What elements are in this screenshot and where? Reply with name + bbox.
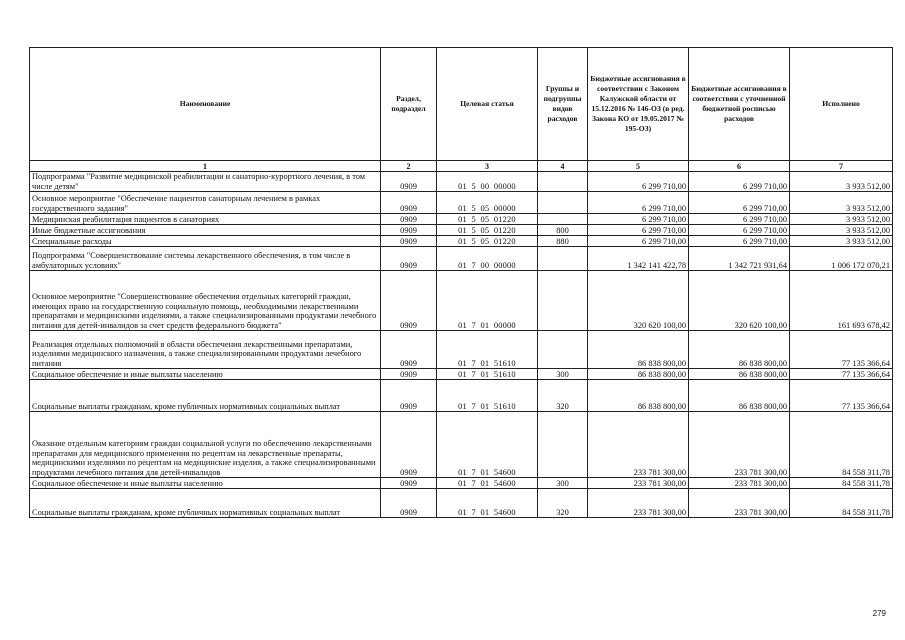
row-updated-amount: 233 781 300,00 [689, 412, 790, 478]
row-name: Социальное обеспечение и иные выплаты населению [30, 369, 381, 380]
row-section: 0909 [381, 412, 437, 478]
col-header-updated: Бюджетные ассигнования в соответствии с уточненной бюджетной росписью расходов [689, 48, 790, 161]
table-row [30, 478, 893, 489]
row-law-amount: 320 620 100,00 [588, 271, 689, 331]
row-law-amount: 86 838 800,00 [588, 369, 689, 380]
column-number: 4 [538, 161, 588, 172]
row-section: 0909 [381, 192, 437, 214]
row-law-amount: 86 838 800,00 [588, 331, 689, 369]
table-row [30, 412, 893, 478]
budget-table [29, 47, 893, 518]
row-group [538, 412, 588, 478]
row-executed-amount: 1 006 172 070,21 [790, 247, 893, 271]
row-section: 0909 [381, 214, 437, 225]
row-group [538, 192, 588, 214]
row-group [538, 214, 588, 225]
row-law-amount: 6 299 710,00 [588, 236, 689, 247]
table-row [30, 236, 893, 247]
row-target: 01 7 01 51610 [437, 380, 538, 412]
row-updated-amount: 6 299 710,00 [689, 236, 790, 247]
row-target: 01 7 01 54600 [437, 412, 538, 478]
table-row [30, 192, 893, 214]
column-number: 1 [30, 161, 381, 172]
column-number-row [30, 161, 893, 172]
row-group [538, 271, 588, 331]
row-updated-amount: 6 299 710,00 [689, 214, 790, 225]
table-row [30, 214, 893, 225]
row-name: Основное мероприятие "Совершенствование обеспечения отдельных категорий граждан, имеющих право на государственную социальную помощь, необходимыми лекарственными препаратами и медицинскими изделиями, а также специализированными продуктами лечебного питания для детей-инвалидов за счет средств федерального бюджета" [30, 271, 381, 331]
row-law-amount: 6 299 710,00 [588, 172, 689, 192]
row-target: 01 7 00 00000 [437, 247, 538, 271]
col-header-law: Бюджетные ассигнования в соответствии с Законом Калужской области от 15.12.2016 № 146-ОЗ (в ред. Закона КО от 19.05.2017 № 195-ОЗ) [588, 48, 689, 161]
row-executed-amount: 77 135 366,64 [790, 380, 893, 412]
row-target: 01 5 05 01220 [437, 214, 538, 225]
row-target: 01 5 05 00000 [437, 192, 538, 214]
row-target: 01 5 00 00000 [437, 172, 538, 192]
row-executed-amount: 3 933 512,00 [790, 192, 893, 214]
row-target: 01 7 01 00000 [437, 271, 538, 331]
row-updated-amount: 86 838 800,00 [689, 380, 790, 412]
row-updated-amount: 6 299 710,00 [689, 172, 790, 192]
row-name: Подпрограмма "Развитие медицинской реабилитации и санаторно-курортного лечения, в том числе детям" [30, 172, 381, 192]
row-section: 0909 [381, 225, 437, 236]
row-name: Подпрограмма "Совершенствование системы лекарственного обеспечения, в том числе в амбулаторных условиях" [30, 247, 381, 271]
row-law-amount: 6 299 710,00 [588, 225, 689, 236]
row-section: 0909 [381, 369, 437, 380]
row-law-amount: 6 299 710,00 [588, 192, 689, 214]
row-law-amount: 233 781 300,00 [588, 412, 689, 478]
row-law-amount: 86 838 800,00 [588, 380, 689, 412]
row-target: 01 7 01 51610 [437, 331, 538, 369]
row-name: Специальные расходы [30, 236, 381, 247]
row-group [538, 247, 588, 271]
row-executed-amount: 84 558 311,78 [790, 478, 893, 489]
row-law-amount: 233 781 300,00 [588, 478, 689, 489]
row-executed-amount: 77 135 366,64 [790, 369, 893, 380]
row-section: 0909 [381, 478, 437, 489]
column-number: 2 [381, 161, 437, 172]
row-name: Реализация отдельных полномочий в области обеспечения лекарственными препаратами, изделиями медицинского назначения, а также специализированными продуктами лечебного питания [30, 331, 381, 369]
row-group: 320 [538, 380, 588, 412]
row-group [538, 172, 588, 192]
table-row [30, 380, 893, 412]
row-target: 01 5 05 01220 [437, 225, 538, 236]
row-updated-amount: 1 342 721 931,64 [689, 247, 790, 271]
col-header-executed: Исполнено [790, 48, 893, 161]
row-target: 01 5 05 01220 [437, 236, 538, 247]
table-row [30, 247, 893, 271]
row-name: Основное мероприятие "Обеспечение пациентов санаторным лечением в рамках государственного задания" [30, 192, 381, 214]
row-group: 300 [538, 478, 588, 489]
row-name: Оказание отдельным категориям граждан социальной услуги по обеспечению лекарственными препаратами для медицинского применения по рецептам на лекарственные препараты, медицинскими изделиями по рецептам на медицинские изделия, а также специализированными продуктами лечебного питания для детей-инвалидов [30, 412, 381, 478]
row-name: Социальные выплаты гражданам, кроме публичных нормативных социальных выплат [30, 380, 381, 412]
header-row [30, 48, 893, 161]
row-section: 0909 [381, 331, 437, 369]
row-section: 0909 [381, 172, 437, 192]
row-executed-amount: 77 135 366,64 [790, 331, 893, 369]
row-law-amount: 1 342 141 422,78 [588, 247, 689, 271]
column-number: 5 [588, 161, 689, 172]
row-updated-amount: 6 299 710,00 [689, 225, 790, 236]
column-number: 3 [437, 161, 538, 172]
row-name: Медицинская реабилитация пациентов в санаториях [30, 214, 381, 225]
col-header-section: Раздел, подраздел [381, 48, 437, 161]
row-updated-amount: 86 838 800,00 [689, 331, 790, 369]
column-number: 6 [689, 161, 790, 172]
row-executed-amount: 3 933 512,00 [790, 236, 893, 247]
row-group [538, 331, 588, 369]
row-section: 0909 [381, 271, 437, 331]
row-target: 01 7 01 54600 [437, 478, 538, 489]
row-name: Социальное обеспечение и иные выплаты населению [30, 478, 381, 489]
row-updated-amount: 320 620 100,00 [689, 271, 790, 331]
row-name: Иные бюджетные ассигнования [30, 225, 381, 236]
row-group: 300 [538, 369, 588, 380]
row-updated-amount: 233 781 300,00 [689, 489, 790, 518]
row-section: 0909 [381, 247, 437, 271]
table-row [30, 489, 893, 518]
row-executed-amount: 161 693 678,42 [790, 271, 893, 331]
row-executed-amount: 84 558 311,78 [790, 412, 893, 478]
row-executed-amount: 3 933 512,00 [790, 225, 893, 236]
table-row [30, 369, 893, 380]
table-row [30, 271, 893, 331]
row-group: 880 [538, 236, 588, 247]
row-law-amount: 233 781 300,00 [588, 489, 689, 518]
row-section: 0909 [381, 236, 437, 247]
table-row [30, 172, 893, 192]
table-row [30, 225, 893, 236]
row-group: 800 [538, 225, 588, 236]
row-group: 320 [538, 489, 588, 518]
page-number: 279 [872, 609, 886, 618]
table-row [30, 331, 893, 369]
row-updated-amount: 233 781 300,00 [689, 478, 790, 489]
column-number: 7 [790, 161, 893, 172]
row-executed-amount: 84 558 311,78 [790, 489, 893, 518]
row-target: 01 7 01 54600 [437, 489, 538, 518]
row-target: 01 7 01 51610 [437, 369, 538, 380]
row-name: Социальные выплаты гражданам, кроме публичных нормативных социальных выплат [30, 489, 381, 518]
row-updated-amount: 86 838 800,00 [689, 369, 790, 380]
col-header-target: Целевая статья [437, 48, 538, 161]
row-section: 0909 [381, 380, 437, 412]
col-header-group: Группы и подгруппы видов расходов [538, 48, 588, 161]
row-executed-amount: 3 933 512,00 [790, 172, 893, 192]
row-law-amount: 6 299 710,00 [588, 214, 689, 225]
row-executed-amount: 3 933 512,00 [790, 214, 893, 225]
col-header-name: Наименование [30, 48, 381, 161]
row-section: 0909 [381, 489, 437, 518]
row-updated-amount: 6 299 710,00 [689, 192, 790, 214]
